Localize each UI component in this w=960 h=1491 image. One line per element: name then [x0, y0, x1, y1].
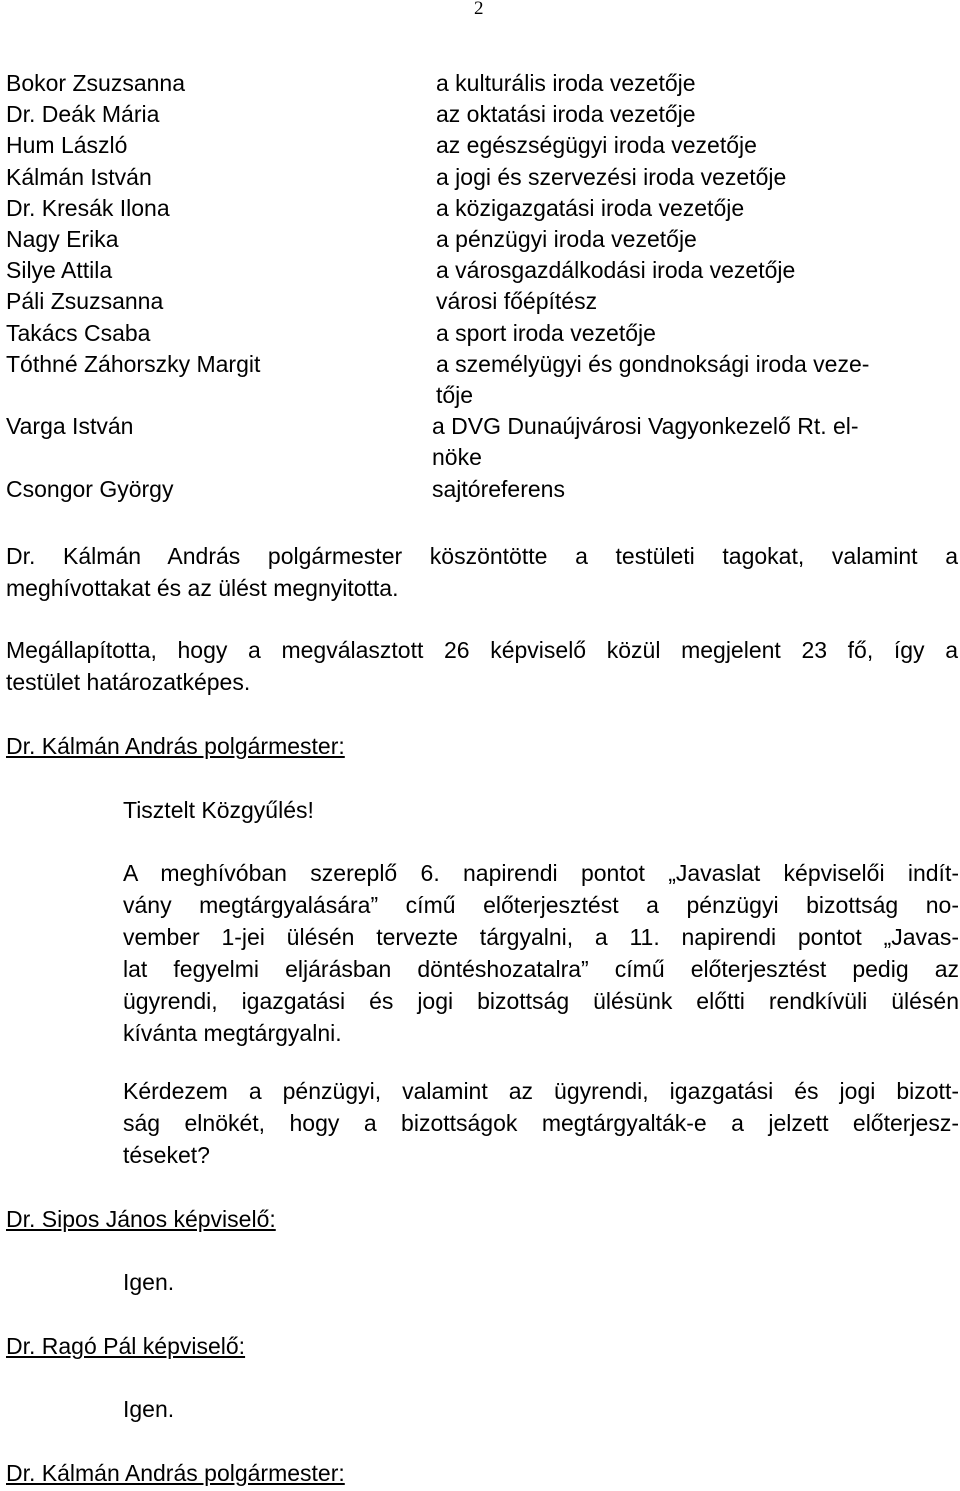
- attendee-name: Bokor Zsuzsanna: [6, 70, 185, 96]
- text-line: meghívottakat és az ülést megnyitotta.: [6, 575, 399, 601]
- attendee-role-line: a pénzügyi iroda vezetője: [436, 226, 697, 253]
- attendee-role-line: nöke: [432, 444, 482, 471]
- text-line: vány megtárgyalására” című előterjesztést a pénzügyi bizottság no-: [123, 892, 959, 918]
- page-number: 2: [474, 0, 484, 19]
- attendee-role: [416, 474, 960, 505]
- attendee-role-line: az egészségügyi iroda vezetője: [436, 132, 757, 159]
- attendee-name: Dr. Deák Mária: [6, 101, 160, 128]
- text-line: ság elnökét, hogy a bizottságok megtárgyalták-e a jelzett előterjesz-: [123, 1110, 959, 1136]
- attendee-row: [6, 411, 956, 473]
- mayor-speech-paragraph-2: [123, 1075, 959, 1171]
- attendee-role-line: a DVG Dunaújvárosi Vagyonkezelő Rt. el-: [432, 413, 859, 440]
- attendee-row: [6, 224, 956, 255]
- attendee-row: [6, 318, 956, 349]
- attendee-role-line: a városgazdálkodási iroda vezetője: [436, 257, 796, 284]
- attendee-row: [6, 286, 956, 317]
- attendee-name: Tóthné Záhorszky Margit: [6, 350, 261, 377]
- speaker-heading-rago: Dr. Ragó Pál képviselő:: [6, 1333, 246, 1359]
- speaker-heading-sipos: Dr. Sipos János képviselő:: [6, 1206, 276, 1232]
- attendee-role: [416, 130, 960, 161]
- attendee-role-line: a sport iroda vezetője: [436, 319, 656, 346]
- speaker-heading-mayor-2: Dr. Kálmán András polgármester:: [6, 1460, 345, 1486]
- attendee-row: [6, 130, 956, 161]
- attendee-name: Silye Attila: [6, 257, 113, 284]
- text-line: Kérdezem a pénzügyi, valamint az ügyrendi, igazgatási és jogi bizott-: [123, 1078, 959, 1104]
- attendee-role-line: sajtóreferens: [432, 475, 565, 502]
- text-line: A meghívóban szereplő 6. napirendi pontot „Javaslat képviselői indít-: [123, 860, 959, 886]
- attendee-role-line: a közigazgatási iroda vezetője: [436, 194, 745, 221]
- attendee-role: [416, 193, 960, 224]
- text-line: ügyrendi, igazgatási és jogi bizottság ülésünk előtti rendkívüli ülésén: [123, 988, 959, 1014]
- attendee-role: [416, 286, 960, 317]
- text-line: Megállapította, hogy a megválasztott 26 képviselő közül megjelent 23 fő, így a: [6, 637, 958, 663]
- attendee-role-line: a kulturális iroda vezetője: [436, 70, 696, 96]
- attendee-row: [6, 99, 956, 130]
- text-line: téseket?: [123, 1142, 210, 1168]
- attendee-role: [416, 318, 960, 349]
- attendee-name: Páli Zsuzsanna: [6, 288, 164, 315]
- attendee-row: [6, 349, 956, 411]
- attendee-name: Csongor György: [6, 475, 174, 502]
- attendee-name: Dr. Kresák Ilona: [6, 194, 170, 221]
- attendee-role-line: városi főépítész: [436, 288, 598, 315]
- attendee-row: [6, 255, 956, 286]
- text-line: lat fegyelmi eljárásban döntéshozatalra” című előterjesztést pedig az: [123, 956, 959, 982]
- attendee-list: [6, 68, 956, 505]
- opening-paragraph: [6, 540, 958, 604]
- speaker-heading-mayor: Dr. Kálmán András polgármester:: [6, 733, 345, 759]
- attendee-row: [6, 474, 956, 505]
- text-line: vember 1-jei ülésén tervezte tárgyalni, a 11. napirendi pontot „Javas-: [123, 924, 959, 950]
- attendee-role-line: tője: [436, 382, 474, 409]
- text-line: kívánta megtárgyalni.: [123, 1020, 342, 1046]
- attendee-row: [6, 193, 956, 224]
- attendee-role: [416, 411, 960, 473]
- attendee-name: Kálmán István: [6, 163, 152, 190]
- attendee-role: [416, 68, 960, 99]
- attendee-role: [416, 99, 960, 130]
- rago-reply: Igen.: [123, 1396, 175, 1422]
- attendee-role: [416, 162, 960, 193]
- attendee-role: [416, 255, 960, 286]
- attendee-role-line: a jogi és szervezési iroda vezetője: [436, 163, 787, 190]
- attendee-row: [6, 68, 956, 99]
- attendee-name: Varga István: [6, 413, 134, 440]
- quorum-paragraph: [6, 634, 958, 698]
- attendee-role: [416, 349, 960, 411]
- greeting: Tisztelt Közgyűlés!: [123, 797, 314, 823]
- text-line: testület határozatképes.: [6, 669, 251, 695]
- text-line: Dr. Kálmán András polgármester köszöntötte a testületi tagokat, valamint a: [6, 543, 958, 569]
- attendee-name: Nagy Erika: [6, 226, 119, 253]
- mayor-speech-paragraph-1: [123, 857, 959, 1049]
- attendee-row: [6, 162, 956, 193]
- attendee-name: Takács Csaba: [6, 319, 151, 346]
- attendee-role-line: a személyügyi és gondnoksági iroda veze-: [436, 350, 870, 377]
- attendee-name: Hum László: [6, 132, 128, 159]
- attendee-role: [416, 224, 960, 255]
- attendee-role-line: az oktatási iroda vezetője: [436, 101, 696, 128]
- sipos-reply: Igen.: [123, 1269, 175, 1295]
